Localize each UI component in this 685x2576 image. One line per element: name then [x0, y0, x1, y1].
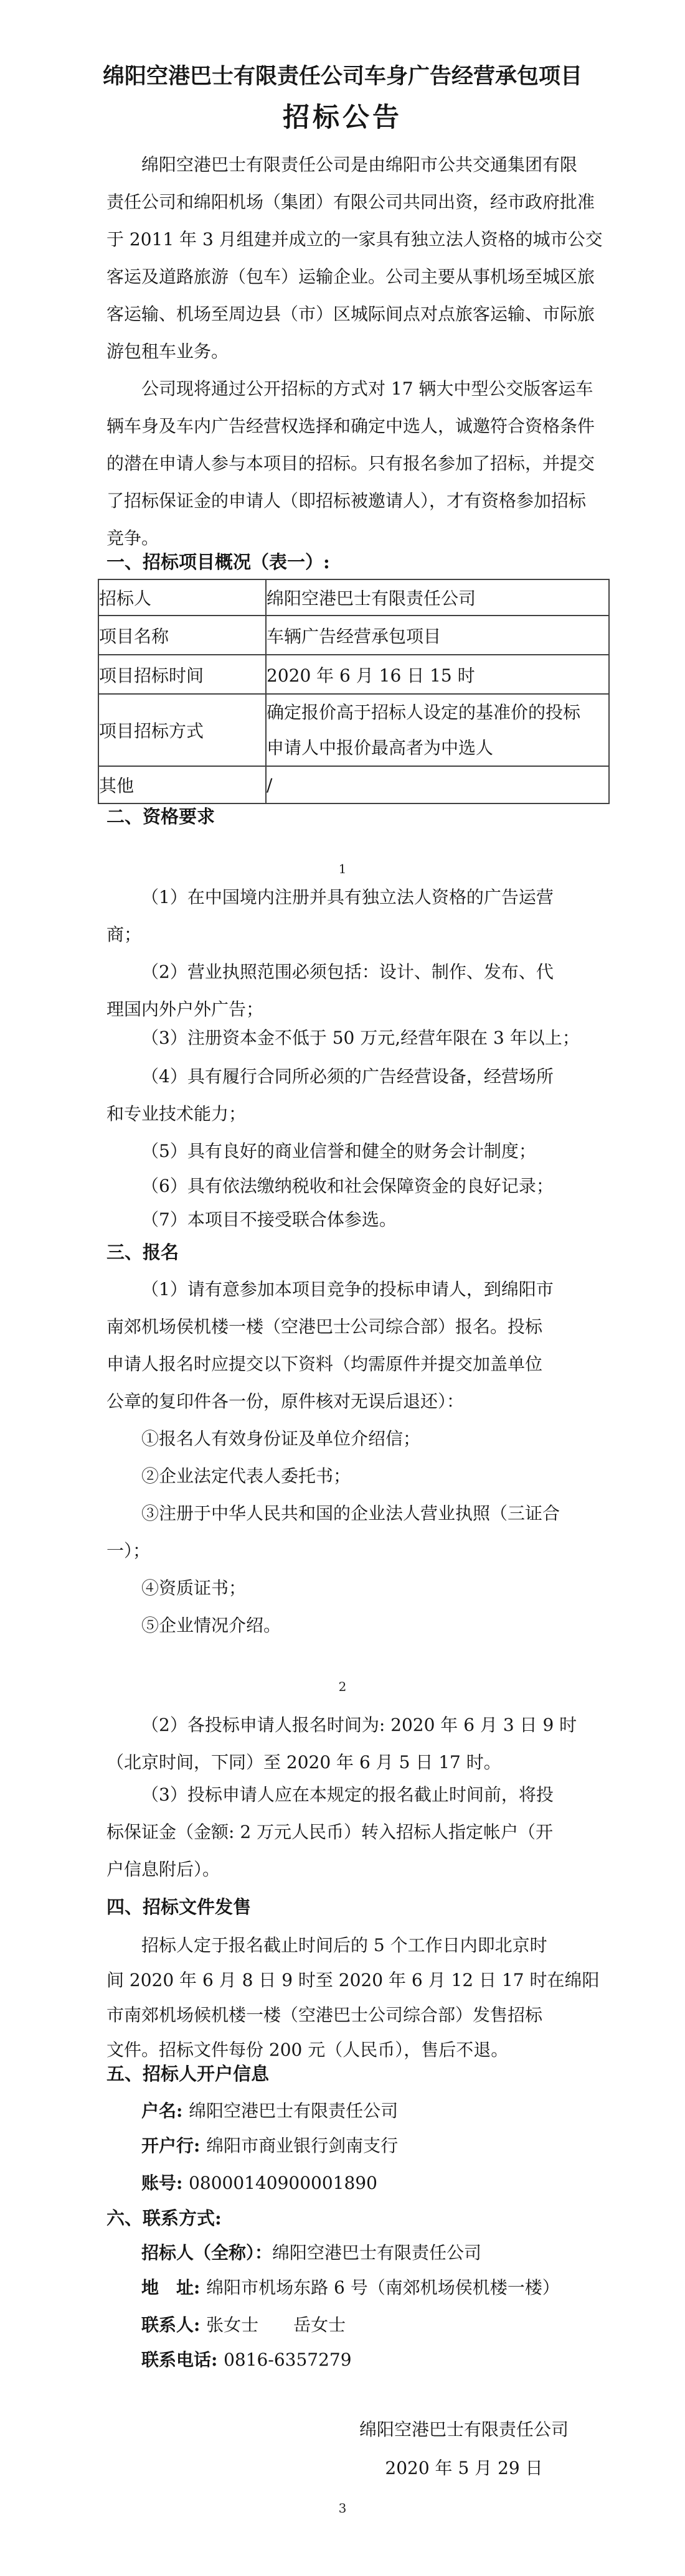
bank-account-number-line: [106, 2165, 633, 2202]
requirement-line: （6）具有依法缴纳税收和社会保障资金的良好记录；: [141, 1176, 554, 1196]
intro-line: 竞争。: [106, 528, 159, 548]
page-number-1: 1: [338, 861, 347, 876]
contact-person-line: [106, 2307, 633, 2344]
page-number-3: 3: [338, 2501, 347, 2516]
signup-line: ①报名人有效身份证及单位介绍信；: [141, 1428, 421, 1449]
table-value-cell: 2020 年 6 月 16 日 15 时: [266, 655, 609, 694]
field-label: 联系电话:: [141, 2349, 224, 2370]
requirement-line: 理国内外户外广告；: [106, 999, 264, 1019]
page-number-2: 2: [338, 1679, 347, 1694]
section-heading-4: 四、招标文件发售: [106, 1896, 252, 1918]
intro-line: 的潜在申请人参与本项目的招标。只有报名参加了招标，并提交: [106, 453, 595, 474]
intro-line: 责任公司和绵阳机场（集团）有限公司共同出资，经市政府批准: [106, 192, 595, 212]
field-value: 绵阳空港巴士有限责任公司: [272, 2242, 482, 2263]
intro-line: 客运及道路旅游（包车）运输企业。公司主要从事机场至城区旅: [106, 266, 595, 287]
field-value: 绵阳市商业银行剑南支行: [206, 2135, 399, 2156]
intro-line: 公司现将通过公开招标的方式对 17 辆大中型公交版客运车: [141, 378, 593, 399]
table-label-cell: 项目招标时间: [98, 655, 266, 694]
requirement-line: （5）具有良好的商业信誉和健全的财务会计制度；: [141, 1141, 536, 1161]
table-value-line: 确定报价高于招标人设定的基准价的投标: [267, 702, 581, 723]
intro-line: 于 2011 年 3 月组建并成立的一家具有独立法人资格的城市公交: [106, 229, 603, 250]
signup-line: （3）投标申请人应在本规定的报名截止时间前，将投: [141, 1784, 554, 1805]
field-label: 户名:: [141, 2101, 189, 2121]
signup-line: （1）请有意参加本项目竞争的投标申请人，到绵阳市: [141, 1279, 554, 1300]
signup-line: （北京时间，下同）至 2020 年 6 月 5 日 17 时。: [106, 1752, 501, 1773]
sale-line: 间 2020 年 6 月 8 日 9 时至 2020 年 6 月 12 日 17 时在绵阳: [106, 1970, 600, 1990]
signup-line: 户信息附后）。: [106, 1859, 220, 1880]
signup-line: ③注册于中华人民共和国的企业法人营业执照（三证合: [141, 1503, 560, 1524]
table-label-cell: 项目名称: [98, 616, 266, 655]
intro-line: 了招标保证金的申请人（即招标被邀请人），才有资格参加招标: [106, 490, 587, 511]
field-label: 账号:: [141, 2173, 189, 2193]
table-label-cell: 招标人: [98, 579, 266, 616]
signup-line: 申请人报名时应提交以下资料（均需原件并提交加盖单位: [106, 1354, 543, 1374]
intro-line: 绵阳空港巴士有限责任公司是由绵阳市公共交通集团有限: [141, 154, 578, 175]
signup-line: （2）各投标申请人报名时间为: 2020 年 6 月 3 日 9 时: [141, 1715, 577, 1735]
intro-line: 游包租车业务。: [106, 341, 229, 362]
requirement-line: （1）在中国境内注册并具有独立法人资格的广告运营: [141, 887, 554, 907]
signup-line: 标保证金（金额: 2 万元人民币）转入招标人指定帐户（开: [106, 1822, 554, 1842]
table-value-cell: 车辆广告经营承包项目: [266, 616, 609, 655]
tenderer-name-line: [106, 2234, 633, 2272]
signup-line: 一）；: [106, 1540, 151, 1561]
table-row: [98, 579, 609, 616]
requirement-line: （3）注册资本金不低于 50 万元,经营年限在 3 年以上；: [141, 1028, 580, 1048]
signup-line: 公章的复印件各一份，原件核对无误后退还）：: [106, 1391, 465, 1412]
doc-subtitle: 招标公告: [283, 102, 402, 133]
section-heading-3: 三、报名: [106, 1242, 179, 1263]
section-heading-1: 一、招标项目概况（表一）:: [106, 551, 330, 573]
address-line: [106, 2269, 633, 2307]
closing-company: 绵阳空港巴士有限责任公司: [359, 2419, 569, 2440]
bank-account-name-line: [106, 2092, 633, 2130]
requirement-line: （4）具有履行合同所必须的广告经营设备，经营场所: [141, 1066, 554, 1087]
field-label: 联系人:: [141, 2315, 207, 2335]
project-overview-table: [98, 579, 610, 804]
signup-line: ④资质证书；: [141, 1578, 247, 1598]
field-value: 绵阳市机场东路 6 号（南郊机场侯机楼一楼）: [206, 2277, 560, 2298]
field-value: 0816-6357279: [224, 2349, 352, 2370]
section-heading-2: 二、资格要求: [106, 806, 215, 827]
requirement-line: （2）营业执照范围必须包括：设计、制作、发布、代: [141, 962, 554, 982]
table-row: [98, 616, 609, 655]
signup-line: 南郊机场侯机楼一楼（空港巴士公司综合部）报名。投标: [106, 1316, 543, 1337]
closing-date: 2020 年 5 月 29 日: [385, 2458, 543, 2478]
requirement-line: 和专业技术能力；: [106, 1103, 247, 1124]
table-value-cell: /: [266, 766, 609, 803]
field-label: 招标人（全称）：: [141, 2242, 273, 2263]
signup-line: ②企业法定代表人委托书；: [141, 1466, 351, 1486]
table-value-cell: [266, 694, 609, 766]
requirement-line: （7）本项目不接受联合体参选。: [141, 1209, 397, 1230]
field-value: 绵阳空港巴士有限责任公司: [189, 2101, 399, 2121]
section-heading-5: 五、招标人开户信息: [106, 2063, 270, 2084]
sale-line: 市南郊机场候机楼一楼（空港巴士公司综合部）发售招标: [106, 2005, 543, 2025]
section-heading-6: 六、联系方式:: [106, 2208, 222, 2229]
field-label: 地 址:: [141, 2277, 207, 2298]
signup-line: ⑤企业情况介绍。: [141, 1615, 281, 1636]
table-value-cell: 绵阳空港巴士有限责任公司: [266, 579, 609, 616]
table-label-cell: 其他: [98, 766, 266, 803]
table-row: [98, 694, 609, 766]
sale-line: 招标人定于报名截止时间后的 5 个工作日内即北京时: [141, 1935, 547, 1955]
requirement-line: 商；: [106, 924, 142, 945]
table-value-line: 申请人中报价最高者为中选人: [267, 738, 494, 758]
field-label: 开户行:: [141, 2135, 207, 2156]
field-value: 08000140900001890: [189, 2173, 377, 2193]
intro-line: 客运输、机场至周边县（市）区城际间点对点旅客运输、市际旅: [106, 304, 595, 324]
intro-line: 辆车身及车内广告经营权选择和确定中选人，诚邀符合资格条件: [106, 416, 595, 436]
table-label-cell: 项目招标方式: [98, 694, 266, 766]
field-value: 张女士 岳女士: [206, 2315, 346, 2335]
table-row: [98, 655, 609, 694]
sale-line: 文件。招标文件每份 200 元（人民币），售后不退。: [106, 2040, 509, 2060]
doc-title: 绵阳空港巴士有限责任公司车身广告经营承包项目: [102, 64, 582, 89]
contact-phone-line: [106, 2341, 633, 2379]
bank-branch-line: [106, 2127, 633, 2165]
